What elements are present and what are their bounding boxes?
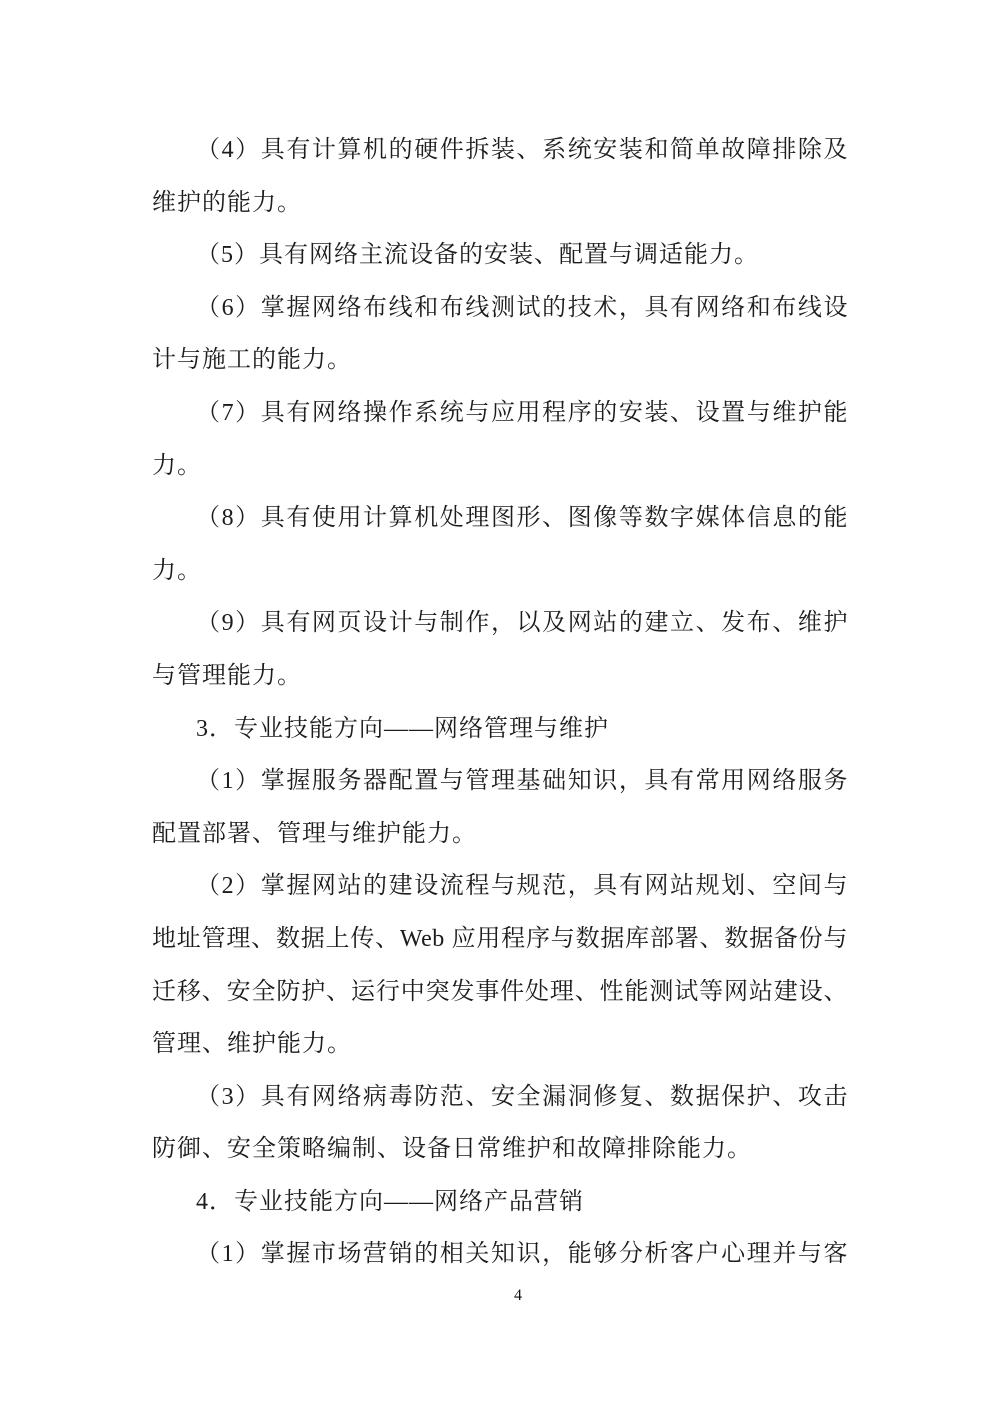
document-text-block	[152, 124, 848, 1281]
text-line: （9）具有网页设计与制作，以及网站的建立、发布、维护	[196, 610, 848, 637]
text-line: 管理、维护能力。	[152, 1031, 352, 1058]
section-heading: 3．专业技能方向——网络管理与维护	[196, 715, 609, 742]
text-line: 迁移、安全防护、运行中突发事件处理、性能测试等网站建设、	[152, 978, 848, 1005]
text-line: （1）掌握市场营销的相关知识，能够分析客户心理并与客	[196, 1241, 848, 1268]
text-line: 与管理能力。	[152, 662, 302, 689]
text-line: 力。	[152, 452, 202, 479]
text-line: 配置部署、管理与维护能力。	[152, 820, 477, 847]
text-line: 力。	[152, 557, 202, 584]
text-line: （3）具有网络病毒防范、安全漏洞修复、数据保护、攻击	[196, 1083, 848, 1110]
text-line: （5）具有网络主流设备的安装、配置与调适能力。	[196, 242, 759, 269]
text-line: （4）具有计算机的硬件拆装、系统安装和简单故障排除及	[196, 137, 848, 163]
text-line: （6）掌握网络布线和布线测试的技术，具有网络和布线设	[196, 294, 848, 321]
text-line: （8）具有使用计算机处理图形、图像等数字媒体信息的能	[196, 505, 848, 532]
text-line: 维护的能力。	[152, 189, 302, 216]
page-number: 4	[514, 1287, 522, 1304]
text-line: 计与施工的能力。	[152, 347, 352, 374]
text-line: 地址管理、数据上传、Web 应用程序与数据库部署、数据备份与	[152, 925, 848, 952]
text-line: （7）具有网络操作系统与应用程序的安装、设置与维护能	[196, 399, 848, 426]
text-line: （1）掌握服务器配置与管理基础知识，具有常用网络服务	[196, 768, 848, 795]
text-line: 防御、安全策略编制、设备日常维护和故障排除能力。	[152, 1136, 752, 1163]
text-line: （2）掌握网站的建设流程与规范，具有网站规划、空间与	[196, 873, 848, 900]
section-heading: 4．专业技能方向——网络产品营销	[196, 1188, 584, 1215]
